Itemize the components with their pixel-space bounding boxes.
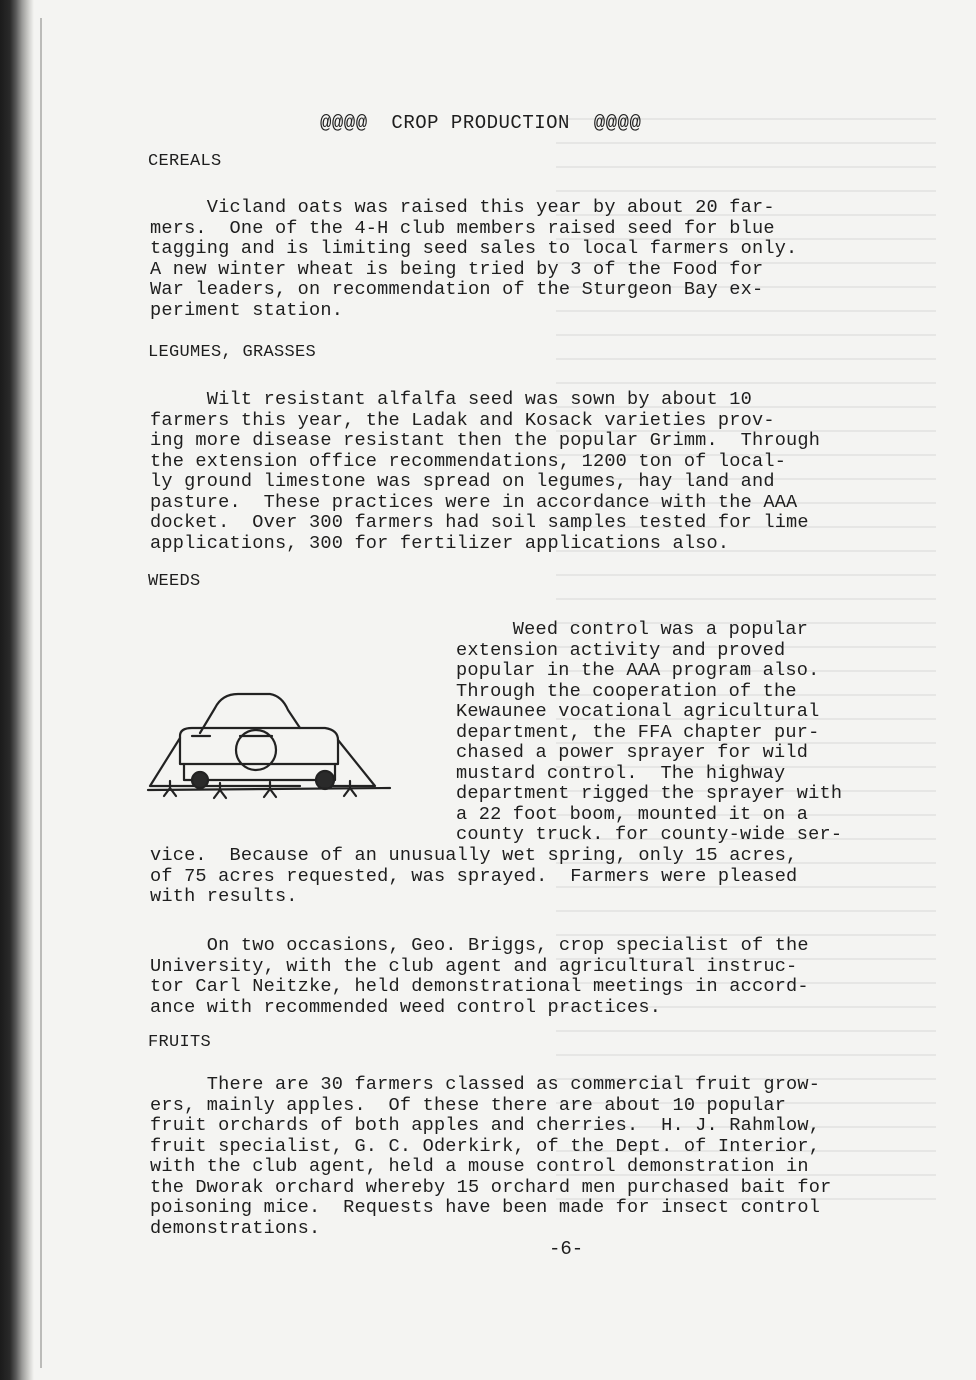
cereals-heading: CEREALS xyxy=(148,152,222,171)
weeds-heading: WEEDS xyxy=(148,572,201,591)
page-title: @@@@ CROP PRODUCTION @@@@ xyxy=(320,112,642,134)
sprayer-truck-illustration xyxy=(140,688,400,806)
fruits-paragraph: There are 30 farmers classed as commercial fruit grow- ers, mainly apples. Of these there are about 10 popular fruit orchards of both apples and cherries. H. J. Rahmlow, fruit specialist, G. C. Oderkirk, of the Dept. of Interior, with the club agent, held a mouse control demonstration in the Dworak orchard whereby 15 orchard men purchased bait for poisoning mice. Requests have been made for insect control demonstrations. xyxy=(150,1074,832,1239)
margin-rule xyxy=(40,18,42,1368)
weeds-paragraph-second: On two occasions, Geo. Briggs, crop specialist of the University, with the club agent and agricultural instruc- tor Carl Neitzke, held demonstrational meetings in accord- ance with recommended weed control practices. xyxy=(150,935,809,1018)
weeds-paragraph-right: Weed control was a popular extension activity and proved popular in the AAA program also. Through the cooperation of the Kewaunee vocational agricultural department, the FFA chapter pur- chased a power sprayer for wild mustard control. The highway department rigged the sprayer with a 22 foot boom, mounted it on a county truck. for county-wide ser- xyxy=(456,619,843,845)
fruits-heading: FRUITS xyxy=(148,1033,212,1052)
page-binding-edge xyxy=(0,0,34,1380)
weeds-paragraph-continued: vice. Because of an unusually wet spring, only 15 acres, of 75 acres requested, was sprayed. Farmers were pleased with results. xyxy=(150,845,798,907)
legumes-heading: LEGUMES, GRASSES xyxy=(148,343,317,362)
page-number: -6- xyxy=(549,1238,584,1260)
cereals-paragraph: Vicland oats was raised this year by about 20 far- mers. One of the 4-H club members raised seed for blue tagging and is limiting seed sales to local farmers only. A new winter wheat is being tried by 3 of the Food for War leaders, on recommendation of the Sturgeon Bay ex- periment station. xyxy=(150,197,798,321)
legumes-paragraph: Wilt resistant alfalfa seed was sown by about 10 farmers this year, the Ladak and Kosack varieties prov- ing more disease resistant then the popular Grimm. Through the extension office recommendations, 1200 ton of local- ly ground limestone was spread on legumes, hay land and pasture. These practices were in accordance with the AAA docket. Over 300 farmers had soil samples tested for lime applications, 300 for fertilizer applications also. xyxy=(150,389,821,554)
